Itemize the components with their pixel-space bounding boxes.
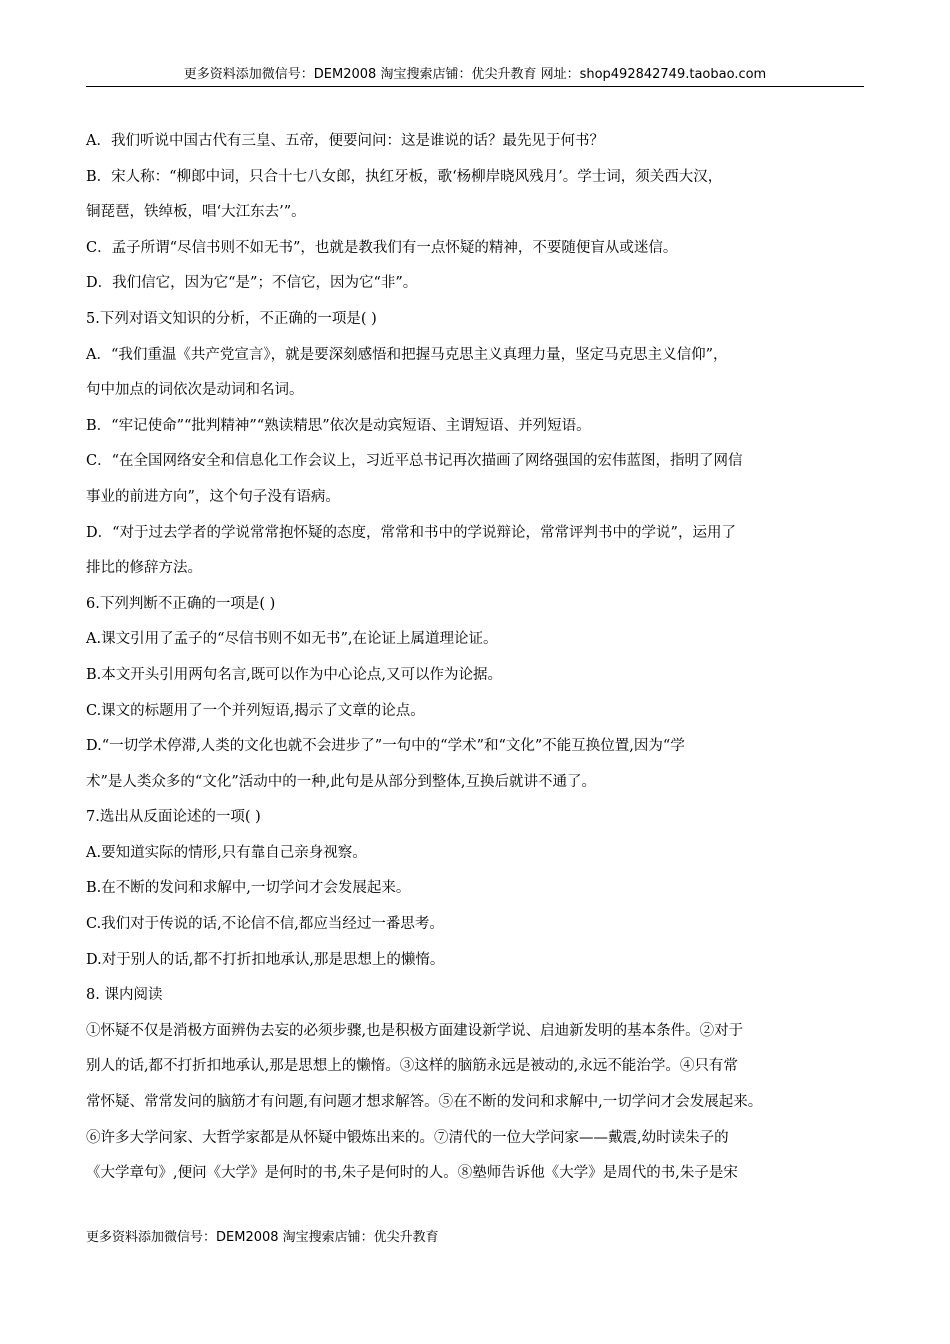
- option-b-line: B．宋人称：“柳郎中词，只合十七八女郎，执红牙板，歌‘杨柳岸晓风残月’。学士词，须关西大汉，: [86, 168, 723, 185]
- q5-option-c: C．“在全国网络安全和信息化工作会议上，习近平总书记再次描画了网络强国的宏伟蓝图，指明了网信: [86, 453, 743, 470]
- q6-option-c: C.课文的标题用了一个并列短语,揭示了文章的论点。: [86, 702, 425, 719]
- page-header: 更多资料添加微信号：DEM2008 淘宝搜索店铺：优尖升教育 网址：shop492842749.taobao.com: [86, 64, 864, 87]
- q5-option-d-continuation: 排比的修辞方法。: [86, 560, 202, 577]
- question-5-stem: 5.下列对语文知识的分析，不正确的一项是( ): [86, 310, 377, 327]
- reading-passage-line: ⑥许多大学问家、大哲学家都是从怀疑中锻炼出来的。⑦清代的一位大学问家——戴震,幼时读朱子的: [86, 1129, 729, 1146]
- reading-passage-line: ①怀疑不仅是消极方面辨伪去妄的必须步骤,也是积极方面建设新学说、启迪新发明的基本条件。②对于: [86, 1022, 744, 1039]
- q5-option-b: B．“牢记使命”“批判精神”“熟读精思”依次是动宾短语、主谓短语、并列短语。: [86, 417, 591, 434]
- reading-passage-line: 别人的话,都不打折扣地承认,那是思想上的懒惰。③这样的脑筋永远是被动的,永远不能治学。④只有常: [86, 1058, 738, 1075]
- q6-option-b: B.本文开头引用两句名言,既可以作为中心论点,又可以作为论据。: [86, 666, 502, 683]
- question-6-stem: 6.下列判断不正确的一项是( ): [86, 595, 276, 612]
- q6-option-d: D.“一切学术停滞,人类的文化也就不会进步了”一句中的“学术”和“文化”不能互换位置,因为“学: [86, 738, 685, 755]
- q7-option-d: D.对于别人的话,都不打折扣地承认,那是思想上的懒惰。: [86, 951, 445, 968]
- question-7-stem: 7.选出从反面论述的一项( ): [86, 809, 261, 826]
- option-a-line: A．我们听说中国古代有三皇、五帝，便要问问：这是谁说的话？最先见于何书？: [86, 133, 604, 149]
- q6-option-d-continuation: 术”是人类众多的“文化”活动中的一种,此句是从部分到整体,互换后就讲不通了。: [86, 773, 596, 790]
- q5-option-c-continuation: 事业的前进方向”，这个句子没有语病。: [86, 488, 340, 505]
- q7-option-a: A.要知道实际的情形,只有靠自己亲身视察。: [86, 844, 367, 861]
- option-d-line: D．我们信它，因为它“是”；不信它，因为它“非”。: [86, 275, 418, 292]
- question-8-heading: 8. 课内阅读: [86, 987, 163, 1004]
- q7-option-b: B.在不断的发问和求解中,一切学问才会发展起来。: [86, 880, 411, 897]
- option-c-line: C．孟子所谓“尽信书则不如无书”，也就是教我们有一点怀疑的精神，不要随便盲从或迷信。: [86, 239, 678, 256]
- q6-option-a: A.课文引用了孟子的“尽信书则不如无书”,在论证上属道理论证。: [86, 631, 498, 648]
- q5-option-a-continuation: 句中加点的词依次是动词和名词。: [86, 382, 304, 399]
- q5-option-d: D．“对于过去学者的学说常常抱怀疑的态度，常常和书中的学说辩论，常常评判书中的学说”，运用了: [86, 524, 736, 541]
- page-footer: 更多资料添加微信号：DEM2008 淘宝搜索店铺：优尖升教育: [86, 1230, 439, 1245]
- q7-option-c: C.我们对于传说的话,不论信不信,都应当经过一番思考。: [86, 916, 444, 933]
- reading-passage-line: 《大学章句》,便问《大学》是何时的书,朱子是何时的人。⑧塾师告诉他《大学》是周代的书,朱子是宋: [86, 1165, 738, 1182]
- option-b-continuation: 铜琵琶，铁绰板，唱‘大江东去’”。: [86, 204, 306, 221]
- document-body: [86, 124, 866, 1192]
- reading-passage-line: 常怀疑、常常发问的脑筋才有问题,有问题才想求解答。⑤在不断的发问和求解中,一切学问才会发展起来。: [86, 1094, 763, 1111]
- q5-option-a: A．“我们重温《共产党宣言》，就是要深刻感悟和把握马克思主义真理力量，坚定马克思主义信仰”，: [86, 346, 728, 363]
